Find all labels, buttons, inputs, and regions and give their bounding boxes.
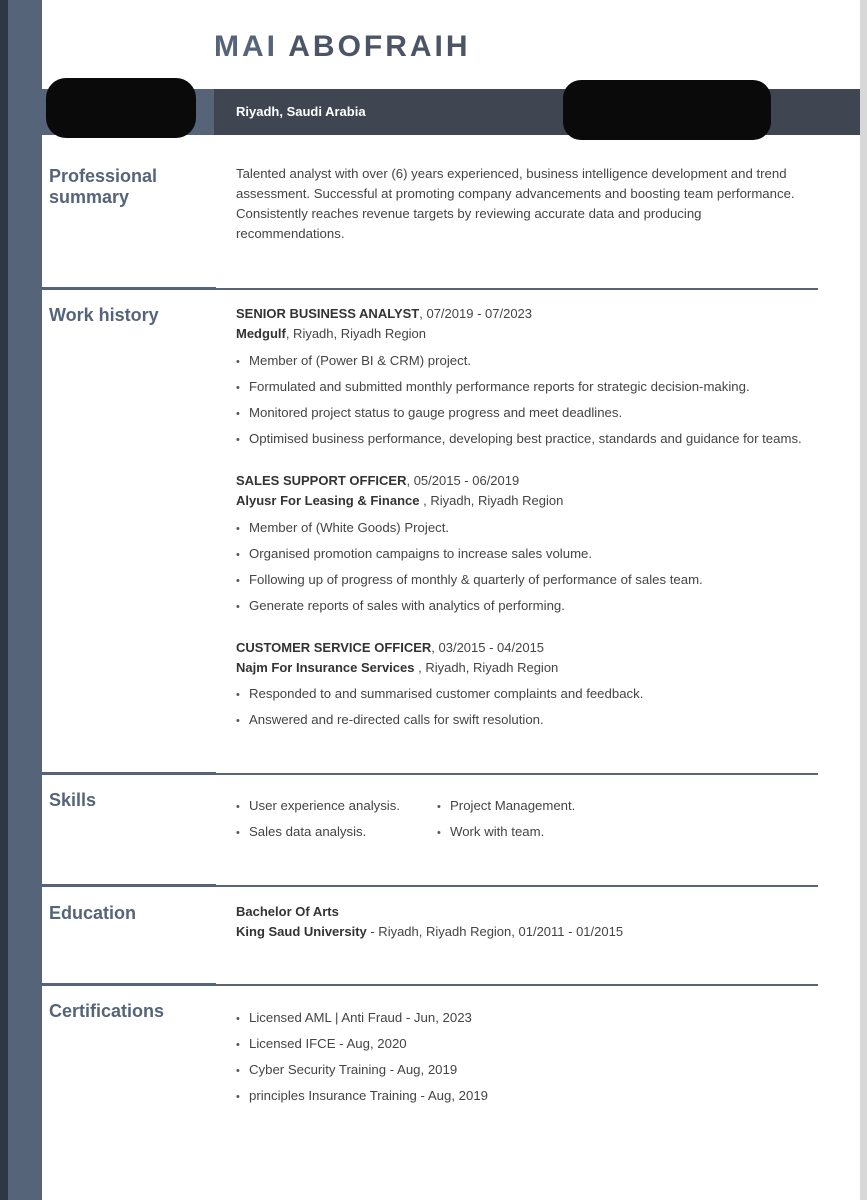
- section-divider: [42, 288, 818, 290]
- job-bullets: [236, 684, 643, 736]
- list-item: • Following up of progress of monthly & quarterly of performance of sales team.: [236, 570, 703, 596]
- list-item: • User experience analysis.: [236, 796, 400, 822]
- list-item: • Member of (Power BI & CRM) project.: [236, 351, 802, 377]
- section-divider: [42, 885, 818, 887]
- list-item: • Sales data analysis.: [236, 822, 400, 848]
- job-title: SALES SUPPORT OFFICER, 05/2015 - 06/2019: [236, 473, 520, 488]
- job-bullets: [236, 518, 703, 622]
- list-item: • Work with team.: [437, 822, 575, 848]
- list-item: • Cyber Security Training - Aug, 2019: [236, 1060, 488, 1086]
- contact-city: Riyadh, Saudi Arabia: [236, 104, 366, 119]
- list-item: • Monitored project status to gauge progress and meet deadlines.: [236, 403, 802, 429]
- summary-text: Talented analyst with over (6) years experienced, business intelligence development and trend assessment. Successful at promoting company advancements and boosting team performance. Consistently reaches revenue targets by reviewing accurate data and producing recommendations.: [236, 166, 795, 241]
- list-item: • Licensed IFCE - Aug, 2020: [236, 1034, 488, 1060]
- list-item: • principles Insurance Training - Aug, 2019: [236, 1086, 488, 1112]
- list-item: • Member of (White Goods) Project.: [236, 518, 703, 544]
- certifications-heading: Certifications: [49, 1001, 165, 1021]
- last-name: ABOFRAIH: [288, 30, 471, 63]
- skills-heading: Skills: [49, 790, 97, 810]
- education-school: King Saud University - Riyadh, Riyadh Region, 01/2011 - 01/2015: [236, 924, 624, 939]
- sidebar-accent-bar: [8, 0, 42, 1200]
- page-edge: [860, 0, 867, 1200]
- redaction-mark: [563, 80, 771, 140]
- candidate-name: [214, 30, 471, 64]
- list-item: • Organised promotion campaigns to increase sales volume.: [236, 544, 703, 570]
- education-degree: Bachelor Of Arts: [236, 904, 339, 919]
- list-item: • Licensed AML | Anti Fraud - Jun, 2023: [236, 1008, 488, 1034]
- list-item: • Responded to and summarised customer complaints and feedback.: [236, 684, 643, 710]
- skills-list-col1: [236, 796, 400, 848]
- summary-heading: Professional summary: [49, 166, 158, 207]
- job-company: Najm For Insurance Services , Riyadh, Riyadh Region: [236, 660, 559, 675]
- skills-list-col2: [437, 796, 575, 848]
- education-heading: Education: [49, 903, 137, 923]
- job-company: Medgulf, Riyadh, Riyadh Region: [236, 326, 427, 341]
- list-item: • Generate reports of sales with analytics of performing.: [236, 596, 703, 622]
- list-item: • Project Management.: [437, 796, 575, 822]
- list-item: • Optimised business performance, developing best practice, standards and guidance for teams.: [236, 429, 802, 455]
- job-title: CUSTOMER SERVICE OFFICER, 03/2015 - 04/2015: [236, 640, 545, 655]
- work-history-heading: Work history: [49, 305, 159, 325]
- page-margin: [0, 0, 8, 1200]
- list-item: • Answered and re-directed calls for swift resolution.: [236, 710, 643, 736]
- job-company: Alyusr For Leasing & Finance , Riyadh, Riyadh Region: [236, 493, 564, 508]
- first-name: MAI: [214, 30, 278, 63]
- certifications-list: [236, 1008, 488, 1112]
- section-divider: [42, 984, 818, 986]
- list-item: • Formulated and submitted monthly performance reports for strategic decision-making.: [236, 377, 802, 403]
- job-bullets: [236, 351, 802, 455]
- job-title: SENIOR BUSINESS ANALYST, 07/2019 - 07/2023: [236, 306, 533, 321]
- section-divider: [42, 773, 818, 775]
- redaction-mark: [46, 78, 196, 138]
